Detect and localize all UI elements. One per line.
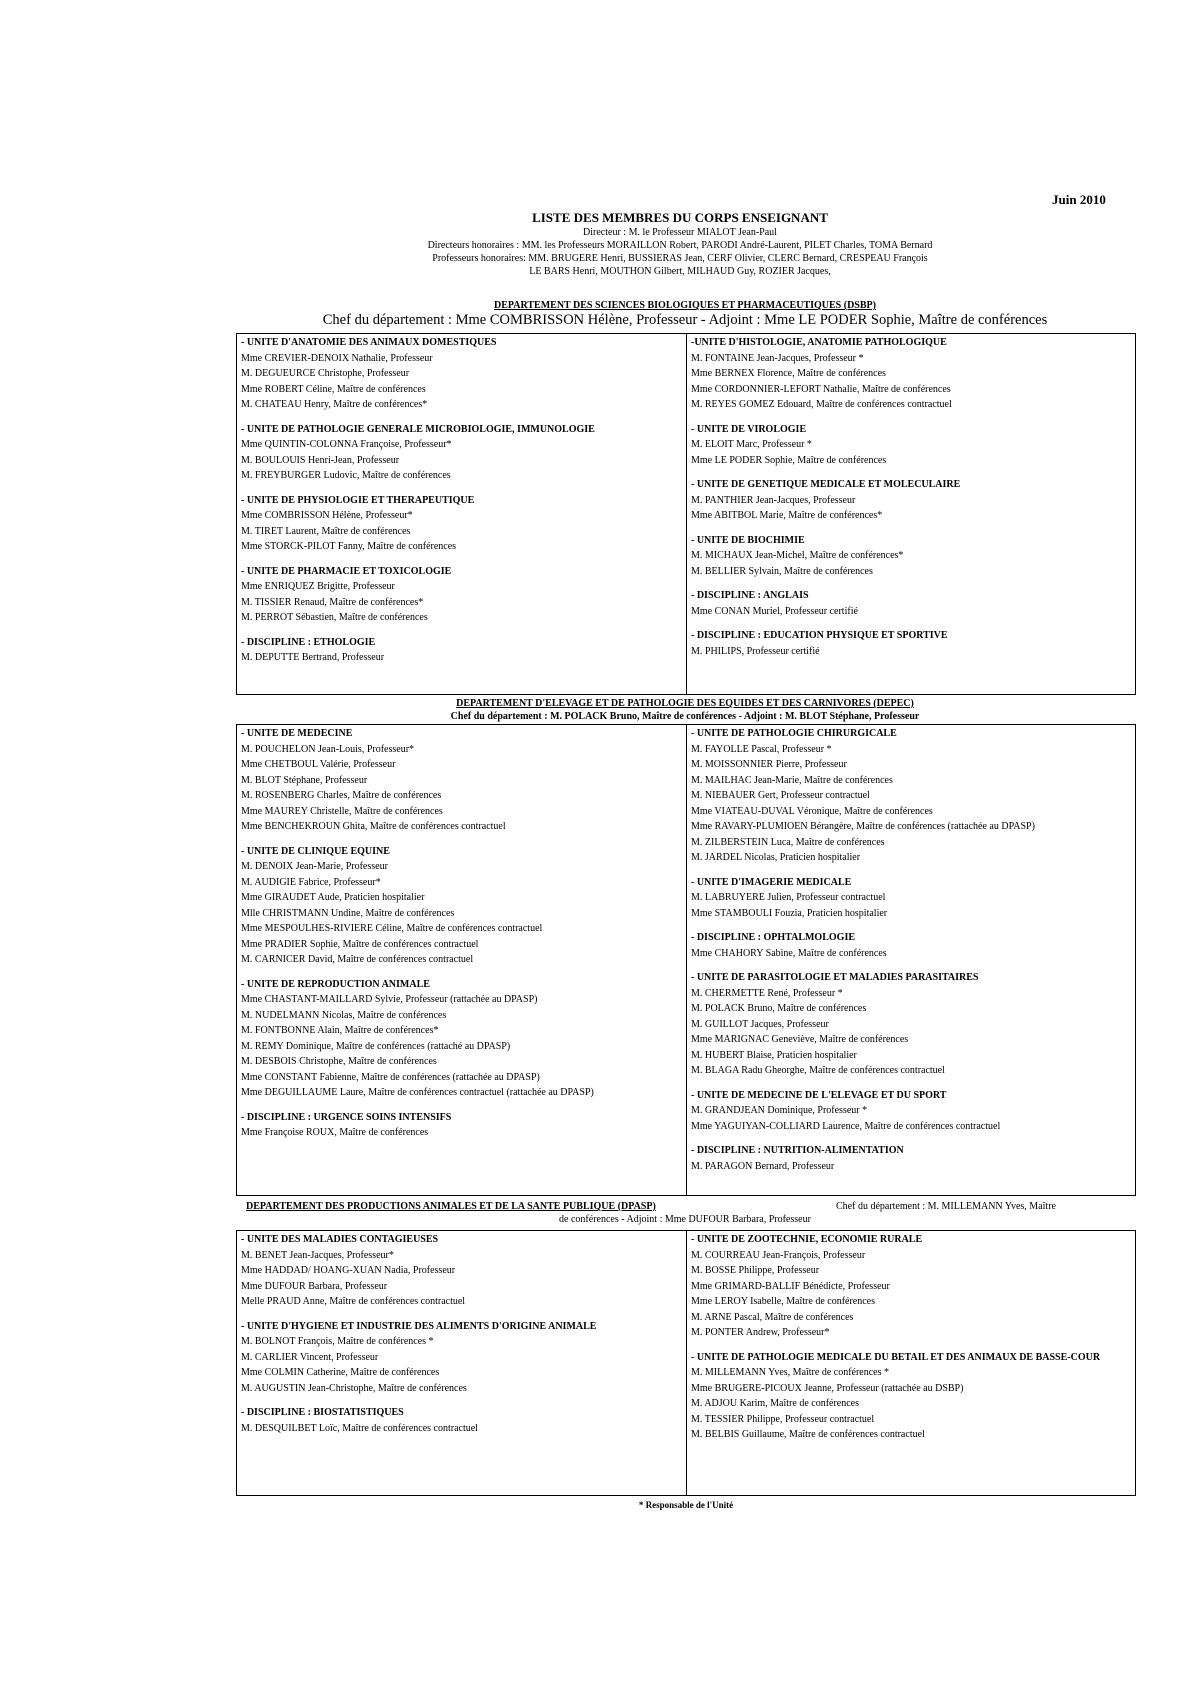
member-entry: M. PANTHIER Jean-Jacques, Professeur <box>691 494 856 506</box>
member-entry: M. ZILBERSTEIN Luca, Maître de conférences <box>691 836 885 848</box>
member-entry: M. TISSIER Renaud, Maître de conférences* <box>241 596 424 608</box>
member-entry: M. NUDELMANN Nicolas, Maître de conférences <box>241 1009 447 1021</box>
member-entry: M. MICHAUX Jean-Michel, Maître de conférences* <box>691 550 904 561</box>
unit-title: - DISCIPLINE : ANGLAIS <box>691 590 809 601</box>
unit-title: - DISCIPLINE : ETHOLOGIE <box>241 636 376 648</box>
dsbp-left-column <box>237 334 686 694</box>
member-entry: M. CARLIER Vincent, Professeur <box>241 1351 379 1363</box>
unit-block <box>691 335 1129 413</box>
unit-block <box>241 726 680 835</box>
member-entry: M. ARNE Pascal, Maître de conférences <box>691 1311 854 1323</box>
member-entry: Mme STAMBOULI Fouzia, Praticien hospitalier <box>691 907 888 919</box>
dsbp-title: DEPARTEMENT DES SCIENCES BIOLOGIQUES ET PHARMACEUTIQUES (DSBP) <box>494 300 876 311</box>
unit-block <box>241 977 680 1101</box>
member-entry: Mme STORCK-PILOT Fanny, Maître de conférences <box>241 541 457 552</box>
member-entry: M. CHERMETTE René, Professeur * <box>691 987 843 999</box>
member-entry: M. PERROT Sébastien, Maître de conférences <box>241 612 428 623</box>
member-entry: M. HUBERT Blaise, Praticien hospitalier <box>691 1049 857 1061</box>
member-entry: Mme DUFOUR Barbara, Professeur <box>241 1280 388 1292</box>
member-entry: M. DESQUILBET Loïc, Maître de conférences contractuel <box>241 1422 478 1434</box>
unit-block <box>241 493 680 555</box>
member-entry: M. AUGUSTIN Jean-Christophe, Maître de conférences <box>241 1382 467 1394</box>
unit-block <box>241 844 680 968</box>
member-entry: Mme COLMIN Catherine, Maître de conférences <box>241 1367 440 1378</box>
unit-block <box>691 970 1129 1079</box>
dsbp-chef: Chef du département : Mme COMBRISSON Hélène, Professeur - Adjoint : Mme LE PODER Sophie, Maître de conférences <box>322 312 1048 328</box>
document-date: Juin 2010 <box>1052 192 1106 207</box>
member-entry: M. BLAGA Radu Gheorghe, Maître de conférences contractuel <box>691 1065 945 1076</box>
member-entry: M. CARNICER David, Maître de conférences contractuel <box>241 954 474 965</box>
unit-block <box>691 1143 1129 1174</box>
depec-chef: Chef du département : M. POLACK Bruno, Maître de conférences - Adjoint : M. BLOT Stéphane, Professeur <box>450 711 920 722</box>
unit-block <box>241 1319 680 1397</box>
document-title: LISTE DES MEMBRES DU CORPS ENSEIGNANT <box>532 210 828 225</box>
member-entry: Mme CHAHORY Sabine, Maître de conférences <box>691 947 887 959</box>
member-entry: Mme PRADIER Sophie, Maître de conférences contractuel <box>241 938 479 950</box>
member-entry: Mme GIRAUDET Aude, Praticien hospitalier <box>241 892 425 903</box>
member-entry: Mme LEROY Isabelle, Maître de conférences <box>691 1296 875 1307</box>
unit-block <box>241 1232 680 1310</box>
member-entry: Melle PRAUD Anne, Maître de conférences contractuel <box>241 1296 466 1307</box>
unit-title: - UNITE DE PARASITOLOGIE ET MALADIES PARASITAIRES <box>691 972 979 983</box>
unit-block <box>691 588 1129 619</box>
member-entry: Mme COMBRISSON Hélène, Professeur* <box>241 510 413 521</box>
member-entry: M. POLACK Bruno, Maître de conférences <box>691 1003 867 1014</box>
member-entry: M. LABRUYERE Julien, Professeur contractuel <box>691 892 886 903</box>
unit-title: - DISCIPLINE : NUTRITION-ALIMENTATION <box>691 1145 904 1156</box>
member-entry: Mme CREVIER-DENOIX Nathalie, Professeur <box>241 352 433 364</box>
unit-title: - UNITE DE PATHOLOGIE MEDICALE DU BETAIL ET DES ANIMAUX DE BASSE-COUR <box>691 1351 1101 1363</box>
member-entry: Mme MESPOULHES-RIVIERE Céline, Maître de conférences contractuel <box>241 923 543 934</box>
member-entry: M. COURREAU Jean-François, Professeur <box>691 1249 866 1261</box>
member-entry: M. BLOT Stéphane, Professeur <box>241 774 368 786</box>
dpasp-right-column <box>686 1231 1135 1495</box>
director-line: Directeur : M. le Professeur MIALOT Jean-Paul <box>583 227 777 238</box>
member-entry: M. DESBOIS Christophe, Maître de conférences <box>241 1056 437 1067</box>
member-entry: M. ROSENBERG Charles, Maître de conférences <box>241 790 442 801</box>
member-entry: Mme BRUGERE-PICOUX Jeanne, Professeur (rattachée au DSBP) <box>691 1382 964 1394</box>
member-entry: M. PARAGON Bernard, Professeur <box>691 1160 835 1172</box>
member-entry: Mme QUINTIN-COLONNA Françoise, Professeur* <box>241 439 452 450</box>
unit-title: - DISCIPLINE : OPHTALMOLOGIE <box>691 932 855 943</box>
unit-block <box>241 1110 680 1141</box>
unit-title: - UNITE DE MEDECINE DE L'ELEVAGE ET DU SPORT <box>691 1089 947 1101</box>
member-entry: M. FREYBURGER Ludovic, Maître de conférences <box>241 470 451 481</box>
member-entry: M. DENOIX Jean-Marie, Professeur <box>241 861 388 872</box>
member-entry: M. MOISSONNIER Pierre, Professeur <box>691 759 847 770</box>
unit-block <box>691 726 1129 866</box>
unit-title: - UNITE D'ANATOMIE DES ANIMAUX DOMESTIQUES <box>241 337 497 348</box>
unit-title: - UNITE DE PATHOLOGIE CHIRURGICALE <box>691 728 897 739</box>
member-entry: M. BOLNOT François, Maître de conférences * <box>241 1336 434 1347</box>
member-entry: M. REMY Dominique, Maître de conférences (rattaché au DPASP) <box>241 1040 511 1052</box>
dpasp-left-column <box>237 1231 686 1495</box>
member-entry: M. FAYOLLE Pascal, Professeur * <box>691 743 832 755</box>
member-entry: M. DEGUEURCE Christophe, Professeur <box>241 368 410 379</box>
unit-title: - UNITE DE CLINIQUE EQUINE <box>241 845 390 857</box>
member-entry: M. GUILLOT Jacques, Professeur <box>691 1018 829 1030</box>
member-entry: M. TESSIER Philippe, Professeur contractuel <box>691 1413 875 1425</box>
member-entry: Mme BERNEX Florence, Maître de conférences <box>691 368 886 379</box>
dsbp-right-column <box>686 334 1135 694</box>
dpasp-title: DEPARTEMENT DES PRODUCTIONS ANIMALES ET DE LA SANTE PUBLIQUE (DPASP) <box>246 1201 656 1212</box>
unit-block <box>691 533 1129 580</box>
unit-title: - UNITE DE REPRODUCTION ANIMALE <box>241 978 430 990</box>
member-entry: Mme MAUREY Christelle, Maître de conférences <box>241 805 443 817</box>
member-entry: Mme CHASTANT-MAILLARD Sylvie, Professeur (rattachée au DPASP) <box>241 994 538 1005</box>
unit-block <box>691 628 1129 659</box>
member-entry: Mme RAVARY-PLUMIOEN Bérangère, Maître de conférences (rattachée au DPASP) <box>691 821 1035 832</box>
depec-units-table <box>236 724 1136 1196</box>
member-entry: Mme CONSTANT Fabienne, Maître de conférences (rattachée au DPASP) <box>241 1071 540 1083</box>
member-entry: Mme LE PODER Sophie, Maître de conférences <box>691 454 887 466</box>
unit-block <box>241 1405 680 1436</box>
member-entry: M. MILLEMANN Yves, Maître de conférences * <box>691 1367 890 1378</box>
member-entry: Mme MARIGNAC Geneviève, Maître de conférences <box>691 1034 909 1045</box>
unit-block <box>241 635 680 666</box>
dpasp-units-table <box>236 1230 1136 1496</box>
unit-title: - UNITE DE BIOCHIMIE <box>691 534 805 546</box>
member-entry: M. TIRET Laurent, Maître de conférences <box>241 525 411 537</box>
member-entry: M. ELOIT Marc, Professeur * <box>691 439 812 450</box>
member-entry: M. AUDIGIE Fabrice, Professeur* <box>241 876 381 888</box>
document-header <box>230 210 1130 278</box>
unit-block <box>691 1232 1129 1341</box>
member-entry: Mme VIATEAU-DUVAL Véronique, Maître de conférences <box>691 805 933 817</box>
member-entry: M. CHATEAU Henry, Maître de conférences* <box>241 399 428 410</box>
member-entry: M. GRANDJEAN Dominique, Professeur * <box>691 1105 868 1116</box>
unit-title: - UNITE DE VIROLOGIE <box>691 423 807 435</box>
member-entry: Mme Françoise ROUX, Maître de conférences <box>241 1127 429 1138</box>
honorary-professors-line-1: Professeurs honoraires: MM. BRUGERE Henri, BUSSIERAS Jean, CERF Olivier, CLERC Bernard, CRESPEAU François <box>432 253 928 264</box>
member-entry: Mme ABITBOL Marie, Maître de conférences* <box>691 510 883 521</box>
unit-block <box>691 1088 1129 1135</box>
member-entry: M. BOSSE Philippe, Professeur <box>691 1265 820 1276</box>
unit-block <box>691 930 1129 961</box>
unit-title: - DISCIPLINE : BIOSTATISTIQUES <box>241 1407 404 1418</box>
depec-left-column <box>237 725 686 1195</box>
unit-title: - UNITE D'IMAGERIE MEDICALE <box>691 876 852 888</box>
unit-block <box>241 422 680 484</box>
unit-block <box>691 875 1129 922</box>
unit-title: - UNITE DE MEDECINE <box>241 728 353 739</box>
member-entry: M. POUCHELON Jean-Louis, Professeur* <box>241 743 415 755</box>
member-entry: Mme CONAN Muriel, Professeur certifié <box>691 605 858 617</box>
member-entry: Mme YAGUIYAN-COLLIARD Laurence, Maître de conférences contractuel <box>691 1120 1001 1132</box>
member-entry: M. NIEBAUER Gert, Professeur contractuel <box>691 790 870 801</box>
unit-title: - DISCIPLINE : EDUCATION PHYSIQUE ET SPORTIVE <box>691 630 948 641</box>
unit-title: - UNITE DE PHARMACIE ET TOXICOLOGIE <box>241 565 452 577</box>
unit-block <box>241 564 680 626</box>
unit-title: - UNITE D'HYGIENE ET INDUSTRIE DES ALIMENTS D'ORIGINE ANIMALE <box>241 1320 597 1332</box>
member-entry: M. REYES GOMEZ Edouard, Maître de conférences contractuel <box>691 399 952 410</box>
unit-block <box>691 1350 1129 1443</box>
member-entry: Mme CHETBOUL Valérie, Professeur <box>241 759 396 770</box>
dpasp-chef-line-1: Chef du département : M. MILLEMANN Yves, Maître <box>836 1201 1056 1212</box>
honorary-professors-line-2: LE BARS Henri, MOUTHON Gilbert, MILHAUD Guy, ROZIER Jacques, <box>529 266 831 277</box>
dpasp-chef-line-2: de conférences - Adjoint : Mme DUFOUR Barbara, Professeur <box>559 1214 811 1225</box>
unit-block <box>691 477 1129 524</box>
member-entry: Mme ROBERT Céline, Maître de conférences <box>241 383 426 395</box>
unit-title: -UNITE D'HISTOLOGIE, ANATOMIE PATHOLOGIQUE <box>691 337 947 348</box>
unit-title: - UNITE DE GENETIQUE MEDICALE ET MOLECULAIRE <box>691 479 961 490</box>
member-entry: M. BELBIS Guillaume, Maître de conférences contractuel <box>691 1429 925 1440</box>
unit-block <box>241 335 680 413</box>
unit-block <box>691 422 1129 469</box>
unit-title: - DISCIPLINE : URGENCE SOINS INTENSIFS <box>241 1111 452 1123</box>
member-entry: M. DEPUTTE Bertrand, Professeur <box>241 652 385 663</box>
member-entry: Mme ENRIQUEZ Brigitte, Professeur <box>241 581 395 592</box>
unit-title: - UNITE DES MALADIES CONTAGIEUSES <box>241 1234 439 1245</box>
dsbp-units-table <box>236 333 1136 695</box>
member-entry: M. BENET Jean-Jacques, Professeur* <box>241 1249 394 1261</box>
member-entry: M. FONTBONNE Alain, Maître de conférences* <box>241 1025 439 1036</box>
member-entry: Mlle CHRISTMANN Undine, Maître de conférences <box>241 907 455 919</box>
member-entry: M. FONTAINE Jean-Jacques, Professeur * <box>691 352 864 364</box>
depec-right-column <box>686 725 1135 1195</box>
unit-title: - UNITE DE PHYSIOLOGIE ET THERAPEUTIQUE <box>241 494 475 506</box>
honorary-directors-line: Directeurs honoraires : MM. les Professeurs MORAILLON Robert, PARODI André-Laurent, PILET Charles, TOMA Bernard <box>427 240 933 251</box>
member-entry: Mme GRIMARD-BALLIF Bénédicte, Professeur <box>691 1280 890 1292</box>
unit-title: - UNITE DE PATHOLOGIE GENERALE MICROBIOLOGIE, IMMUNOLOGIE <box>241 423 595 435</box>
member-entry: Mme DEGUILLAUME Laure, Maître de conférences contractuel (rattachée au DPASP) <box>241 1087 594 1098</box>
member-entry: M. ADJOU Karim, Maître de conférences <box>691 1398 860 1409</box>
member-entry: M. BOULOUIS Henri-Jean, Professeur <box>241 454 400 466</box>
footnote: * Responsable de l'Unité <box>638 1500 734 1510</box>
member-entry: M. BELLIER Sylvain, Maître de conférences <box>691 565 873 577</box>
member-entry: M. PONTER Andrew, Professeur* <box>691 1327 830 1338</box>
depec-title: DEPARTEMENT D'ELEVAGE ET DE PATHOLOGIE DES EQUIDES ET DES CARNIVORES (DEPEC) <box>456 698 914 709</box>
member-entry: Mme HADDAD/ HOANG-XUAN Nadia, Professeur <box>241 1265 456 1276</box>
member-entry: M. MAILHAC Jean-Marie, Maître de conférences <box>691 774 893 786</box>
member-entry: M. PHILIPS, Professeur certifié <box>691 645 820 657</box>
member-entry: M. JARDEL Nicolas, Praticien hospitalier <box>691 852 861 863</box>
member-entry: Mme CORDONNIER-LEFORT Nathalie, Maître de conférences <box>691 383 951 395</box>
unit-title: - UNITE DE ZOOTECHNIE, ECONOMIE RURALE <box>691 1234 923 1245</box>
member-entry: Mme BENCHEKROUN Ghita, Maître de conférences contractuel <box>241 821 506 832</box>
